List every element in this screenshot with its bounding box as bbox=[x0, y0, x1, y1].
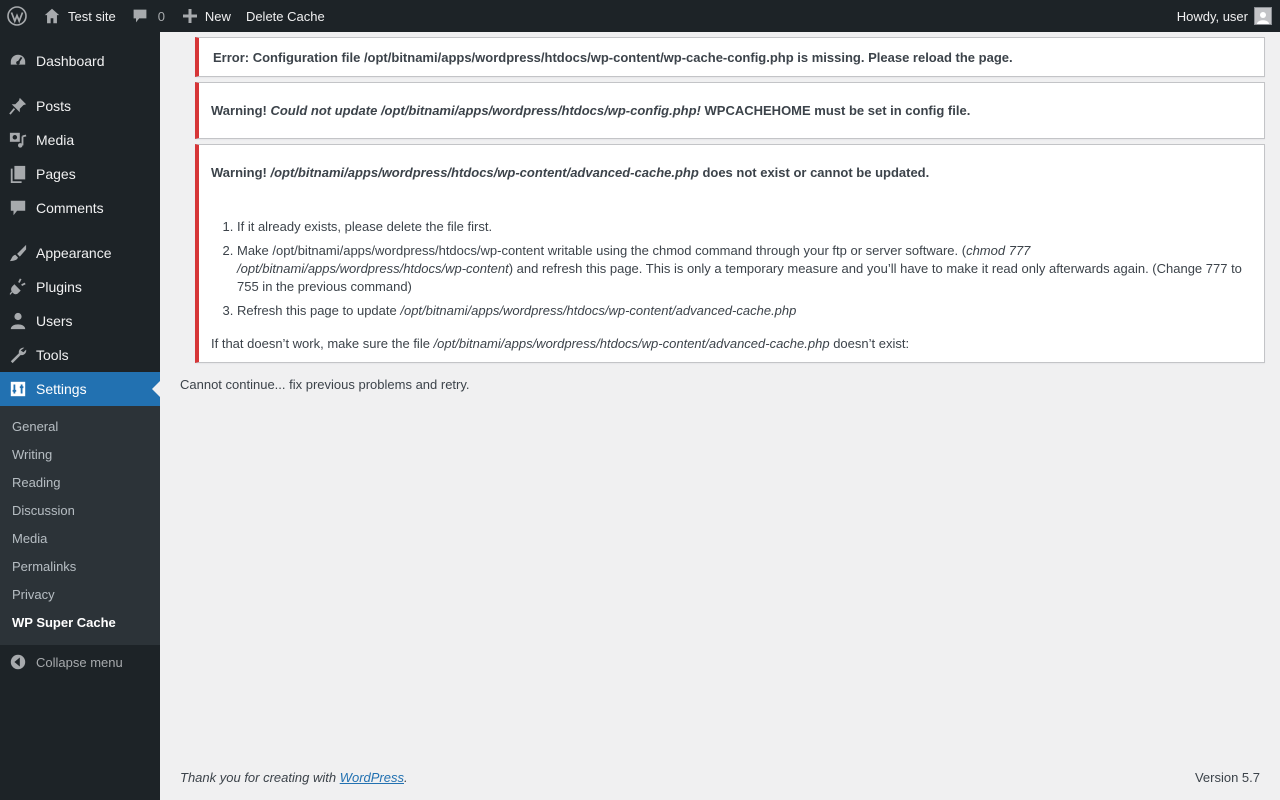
fallback-path: /opt/bitnami/apps/wordpress/htdocs/wp-content/advanced-cache.php bbox=[433, 335, 830, 351]
site-name-link[interactable] bbox=[33, 0, 124, 32]
delete-cache-link[interactable] bbox=[239, 0, 325, 32]
admin-sidebar bbox=[0, 32, 160, 800]
step-text: Make /opt/bitnami/apps/wordpress/htdocs/wp-content writable using the chmod command through your ftp or server software. ( bbox=[237, 242, 967, 258]
submenu-writing[interactable]: Writing bbox=[12, 447, 53, 462]
wrench-icon bbox=[0, 338, 36, 372]
howdy-text: Howdy, user bbox=[1176, 8, 1248, 24]
sidebar-label-comments: Comments bbox=[36, 200, 104, 216]
fallback-text: doesn’t exist: bbox=[833, 335, 910, 351]
settings-icon bbox=[0, 372, 36, 406]
warning-notice-advanced-cache bbox=[195, 144, 1265, 363]
sidebar-label-users: Users bbox=[36, 313, 73, 329]
submenu-reading[interactable]: Reading bbox=[12, 475, 61, 490]
collapse-menu-button[interactable] bbox=[0, 645, 160, 679]
new-label: New bbox=[204, 8, 231, 24]
wordpress-logo-icon[interactable] bbox=[1, 0, 33, 32]
paintbrush-icon bbox=[0, 236, 36, 270]
admin-bar bbox=[0, 0, 1280, 32]
warning-message-advanced-cache bbox=[211, 163, 1252, 183]
fallback-message bbox=[211, 334, 1252, 354]
comment-icon bbox=[0, 191, 36, 225]
fix-step: 1. If it already exists, please delete the file first. bbox=[237, 218, 1252, 236]
pages-icon bbox=[0, 157, 36, 191]
avatar bbox=[1254, 7, 1272, 25]
sidebar-label-plugins: Plugins bbox=[36, 279, 82, 295]
sidebar-item-plugins[interactable] bbox=[0, 270, 160, 304]
comment-icon bbox=[132, 8, 148, 24]
site-name: Test site bbox=[68, 8, 116, 24]
warning-path: /opt/bitnami/apps/wordpress/htdocs/wp-content/advanced-cache.php bbox=[270, 165, 699, 180]
plus-icon bbox=[183, 9, 197, 23]
warning-prefix: Warning! bbox=[211, 165, 267, 180]
error-message: Error: Configuration file /opt/bitnami/apps/wordpress/htdocs/wp-content/wp-cache-config.php is missing. Please reload the page. bbox=[213, 50, 1013, 65]
collapse-arrow-icon bbox=[0, 653, 36, 671]
warning-path: Could not update /opt/bitnami/apps/wordpress/htdocs/wp-config.php! bbox=[270, 103, 701, 118]
submenu-media[interactable]: Media bbox=[12, 531, 48, 546]
sidebar-item-tools[interactable] bbox=[0, 338, 160, 372]
media-icon bbox=[0, 123, 36, 157]
sidebar-item-pages[interactable] bbox=[0, 157, 160, 191]
error-notice bbox=[195, 37, 1265, 77]
warning-suffix: does not exist or cannot be updated. bbox=[702, 165, 930, 180]
dashboard-icon bbox=[0, 44, 36, 78]
chmod-command: chmod 777 /opt/bitnami/apps/wordpress/htdocs/wp-content bbox=[237, 242, 1031, 276]
fix-steps-list bbox=[237, 218, 1252, 320]
sidebar-item-posts[interactable] bbox=[0, 89, 160, 123]
settings-submenu bbox=[0, 406, 160, 645]
user-silhouette-icon bbox=[1256, 10, 1270, 24]
submenu-wp-super-cache[interactable]: WP Super Cache bbox=[12, 615, 116, 630]
sidebar-item-media[interactable] bbox=[0, 123, 160, 157]
step-text: Refresh this page to update bbox=[237, 302, 397, 318]
sidebar-item-dashboard[interactable] bbox=[0, 44, 160, 78]
delete-cache-label: Delete Cache bbox=[245, 8, 325, 24]
fallback-text: If that doesn’t work, make sure the file bbox=[211, 335, 430, 351]
warning-notice-config bbox=[195, 82, 1265, 139]
warning-message-config bbox=[211, 101, 1252, 121]
sidebar-label-posts: Posts bbox=[36, 98, 72, 114]
main-content bbox=[160, 32, 1280, 800]
submenu-general[interactable]: General bbox=[12, 419, 59, 434]
warning-suffix: WPCACHEHOME must be set in config file. bbox=[704, 103, 971, 118]
comments-link[interactable] bbox=[124, 0, 173, 32]
fix-step bbox=[237, 302, 1252, 320]
home-icon bbox=[43, 7, 61, 25]
plugin-icon bbox=[0, 270, 36, 304]
footer-thanks bbox=[180, 770, 408, 785]
version-text: Version 5.7 bbox=[1194, 770, 1260, 785]
pin-icon bbox=[0, 89, 36, 123]
account-menu[interactable] bbox=[1177, 0, 1272, 32]
footer bbox=[160, 770, 1280, 790]
sidebar-item-appearance[interactable] bbox=[0, 236, 160, 270]
submenu-privacy[interactable]: Privacy bbox=[12, 587, 55, 602]
comment-count: 0 bbox=[157, 8, 165, 24]
sidebar-item-settings[interactable] bbox=[0, 372, 160, 406]
sidebar-label-tools: Tools bbox=[36, 347, 69, 363]
footer-thanks-text: Thank you for creating with bbox=[180, 770, 337, 785]
footer-thanks-period: . bbox=[404, 770, 408, 785]
user-icon bbox=[0, 304, 36, 338]
sidebar-label-settings: Settings bbox=[36, 381, 87, 397]
step-text: ) and refresh this page. This is only a temporary measure and you’ll have to make it read only afterwards again. (Change 777 to 755 in the previous command) bbox=[237, 260, 1242, 294]
sidebar-item-users[interactable] bbox=[0, 304, 160, 338]
sidebar-label-media: Media bbox=[36, 132, 75, 148]
sidebar-label-appearance: Appearance bbox=[36, 245, 112, 261]
fix-step bbox=[237, 242, 1252, 296]
sidebar-label-dashboard: Dashboard bbox=[36, 53, 105, 69]
new-content-link[interactable] bbox=[173, 0, 239, 32]
cannot-continue-message: Cannot continue... fix previous problems and retry. bbox=[180, 377, 470, 392]
step-path: /opt/bitnami/apps/wordpress/htdocs/wp-content/advanced-cache.php bbox=[400, 302, 797, 318]
collapse-menu-label: Collapse menu bbox=[36, 654, 123, 670]
submenu-permalinks[interactable]: Permalinks bbox=[12, 559, 77, 574]
warning-prefix: Warning! bbox=[211, 103, 267, 118]
sidebar-label-pages: Pages bbox=[36, 166, 76, 182]
sidebar-item-comments[interactable] bbox=[0, 191, 160, 225]
submenu-discussion[interactable]: Discussion bbox=[12, 503, 75, 518]
wordpress-link[interactable]: WordPress bbox=[339, 770, 404, 785]
